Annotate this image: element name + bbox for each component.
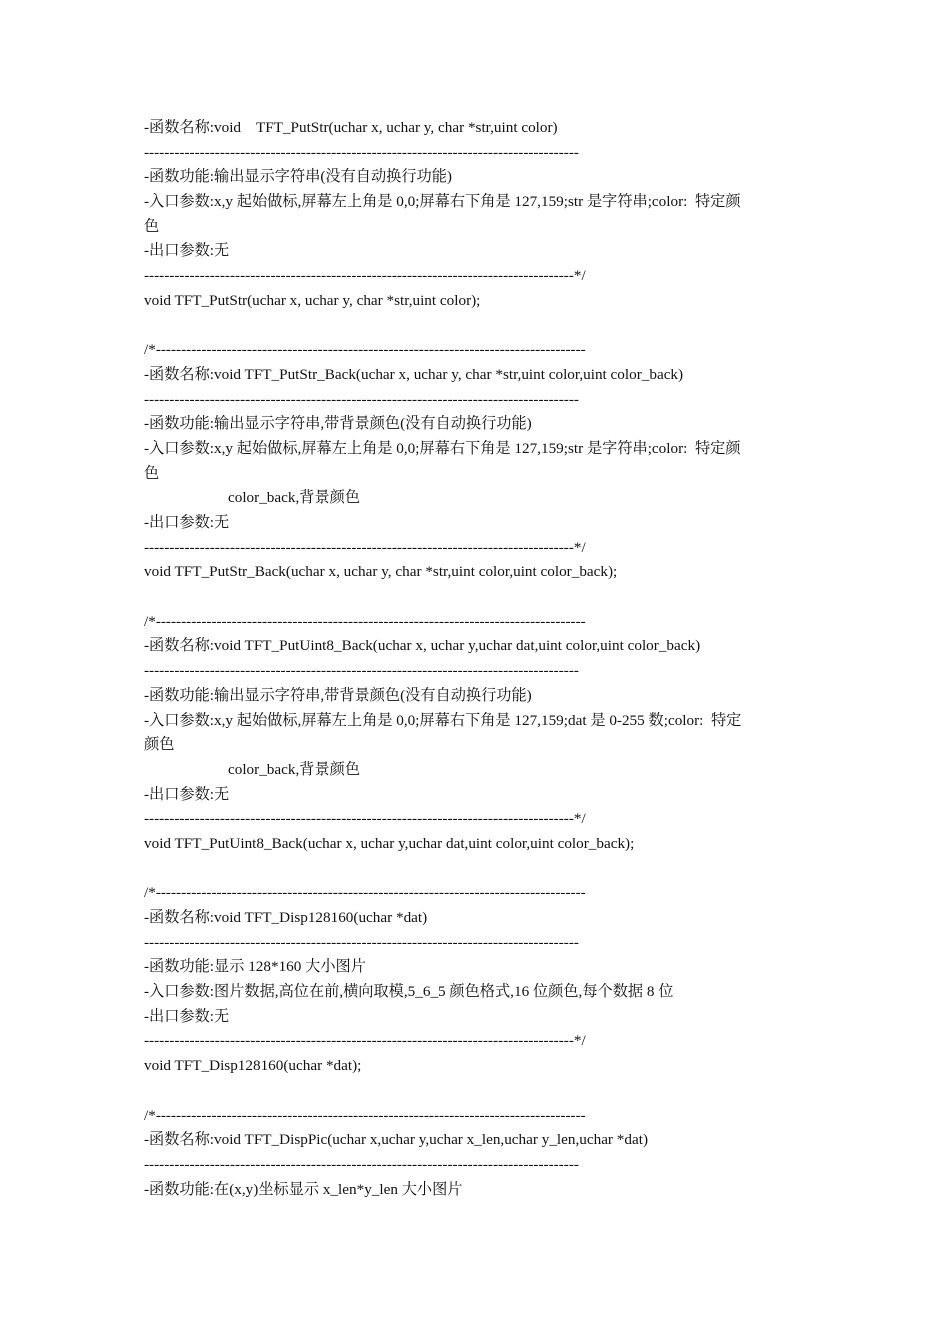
separator-line: -------------------------------------------------------------------------------------*/	[144, 538, 586, 556]
separator-line: /*-------------------------------------------------------------------------------------	[144, 341, 586, 359]
output-params-line: -出口参数:无	[144, 514, 230, 531]
separator-line: -------------------------------------------------------------------------------------*/	[144, 810, 586, 828]
separator-line: --------------------------------------------------------------------------------------	[144, 662, 579, 680]
function-description-line: -函数功能:输出显示字符串(没有自动换行功能)	[144, 168, 452, 186]
function-prototype: void TFT_PutStr_Back(uchar x, uchar y, char *str,uint color,uint color_back);	[144, 563, 618, 581]
input-params-line: -入口参数:x,y 起始做标,屏幕左上角是 0,0;屏幕右下角是 127,159;dat 是 0-255 数;color: 特定	[144, 711, 742, 729]
input-params-line: -入口参数:图片数据,高位在前,横向取模,5_6_5 颜色格式,16 位颜色,每个数据 8 位	[144, 983, 674, 1001]
function-description-line: -函数功能:显示 128*160 大小图片	[144, 958, 366, 976]
separator-line: --------------------------------------------------------------------------------------	[144, 933, 579, 951]
function-name-line: -函数名称:void TFT_PutStr(uchar x, uchar y, char *str,uint color)	[144, 119, 558, 136]
indented-line: color_back,背景颜色	[228, 760, 361, 778]
separator-line: -------------------------------------------------------------------------------------*/	[144, 267, 586, 285]
input-params-line: -入口参数:x,y 起始做标,屏幕左上角是 0,0;屏幕右下角是 127,159;str 是字符串;color: 特定颜	[144, 439, 741, 457]
output-params-line: -出口参数:无	[144, 1007, 230, 1025]
function-description-line: -函数功能:输出显示字符串,带背景颜色(没有自动换行功能)	[144, 686, 532, 704]
separator-line: --------------------------------------------------------------------------------------	[144, 390, 579, 408]
separator-line: --------------------------------------------------------------------------------------	[144, 1155, 579, 1173]
separator-line: /*-------------------------------------------------------------------------------------	[144, 1106, 586, 1124]
output-params-line: -出口参数:无	[144, 242, 230, 260]
blank-line	[144, 314, 814, 339]
blank-line	[144, 1079, 814, 1104]
text-line: 色	[144, 217, 160, 235]
separator-line: /*-------------------------------------------------------------------------------------	[144, 884, 586, 902]
function-name-line: -函数名称:void TFT_PutStr_Back(uchar x, uchar y, char *str,uint color,uint color_back)	[144, 365, 684, 383]
separator-line: -------------------------------------------------------------------------------------*/	[144, 1032, 586, 1050]
blank-line	[144, 857, 814, 882]
text-line: 颜色	[144, 736, 175, 754]
function-prototype: void TFT_PutStr(uchar x, uchar y, char *str,uint color);	[144, 291, 481, 309]
document-page	[144, 116, 814, 1202]
indented-line: color_back,背景颜色	[228, 489, 361, 507]
text-line: 色	[144, 464, 160, 482]
function-name-line: -函数名称:void TFT_DispPic(uchar x,uchar y,uchar x_len,uchar y_len,uchar *dat)	[144, 1131, 648, 1149]
function-name-line: -函数名称:void TFT_PutUint8_Back(uchar x, uchar y,uchar dat,uint color,uint color_back)	[144, 637, 701, 655]
separator-line: /*-------------------------------------------------------------------------------------	[144, 612, 586, 630]
function-prototype: void TFT_Disp128160(uchar *dat);	[144, 1057, 362, 1075]
function-description-line: -函数功能:输出显示字符串,带背景颜色(没有自动换行功能)	[144, 415, 532, 433]
output-params-line: -出口参数:无	[144, 785, 230, 803]
function-prototype: void TFT_PutUint8_Back(uchar x, uchar y,uchar dat,uint color,uint color_back);	[144, 834, 635, 852]
function-name-line: -函数名称:void TFT_Disp128160(uchar *dat)	[144, 909, 428, 926]
blank-line	[144, 585, 814, 610]
function-description-line: -函数功能:在(x,y)坐标显示 x_len*y_len 大小图片	[144, 1180, 463, 1198]
separator-line: --------------------------------------------------------------------------------------	[144, 143, 579, 161]
input-params-line: -入口参数:x,y 起始做标,屏幕左上角是 0,0;屏幕右下角是 127,159;str 是字符串;color: 特定颜	[144, 193, 741, 211]
